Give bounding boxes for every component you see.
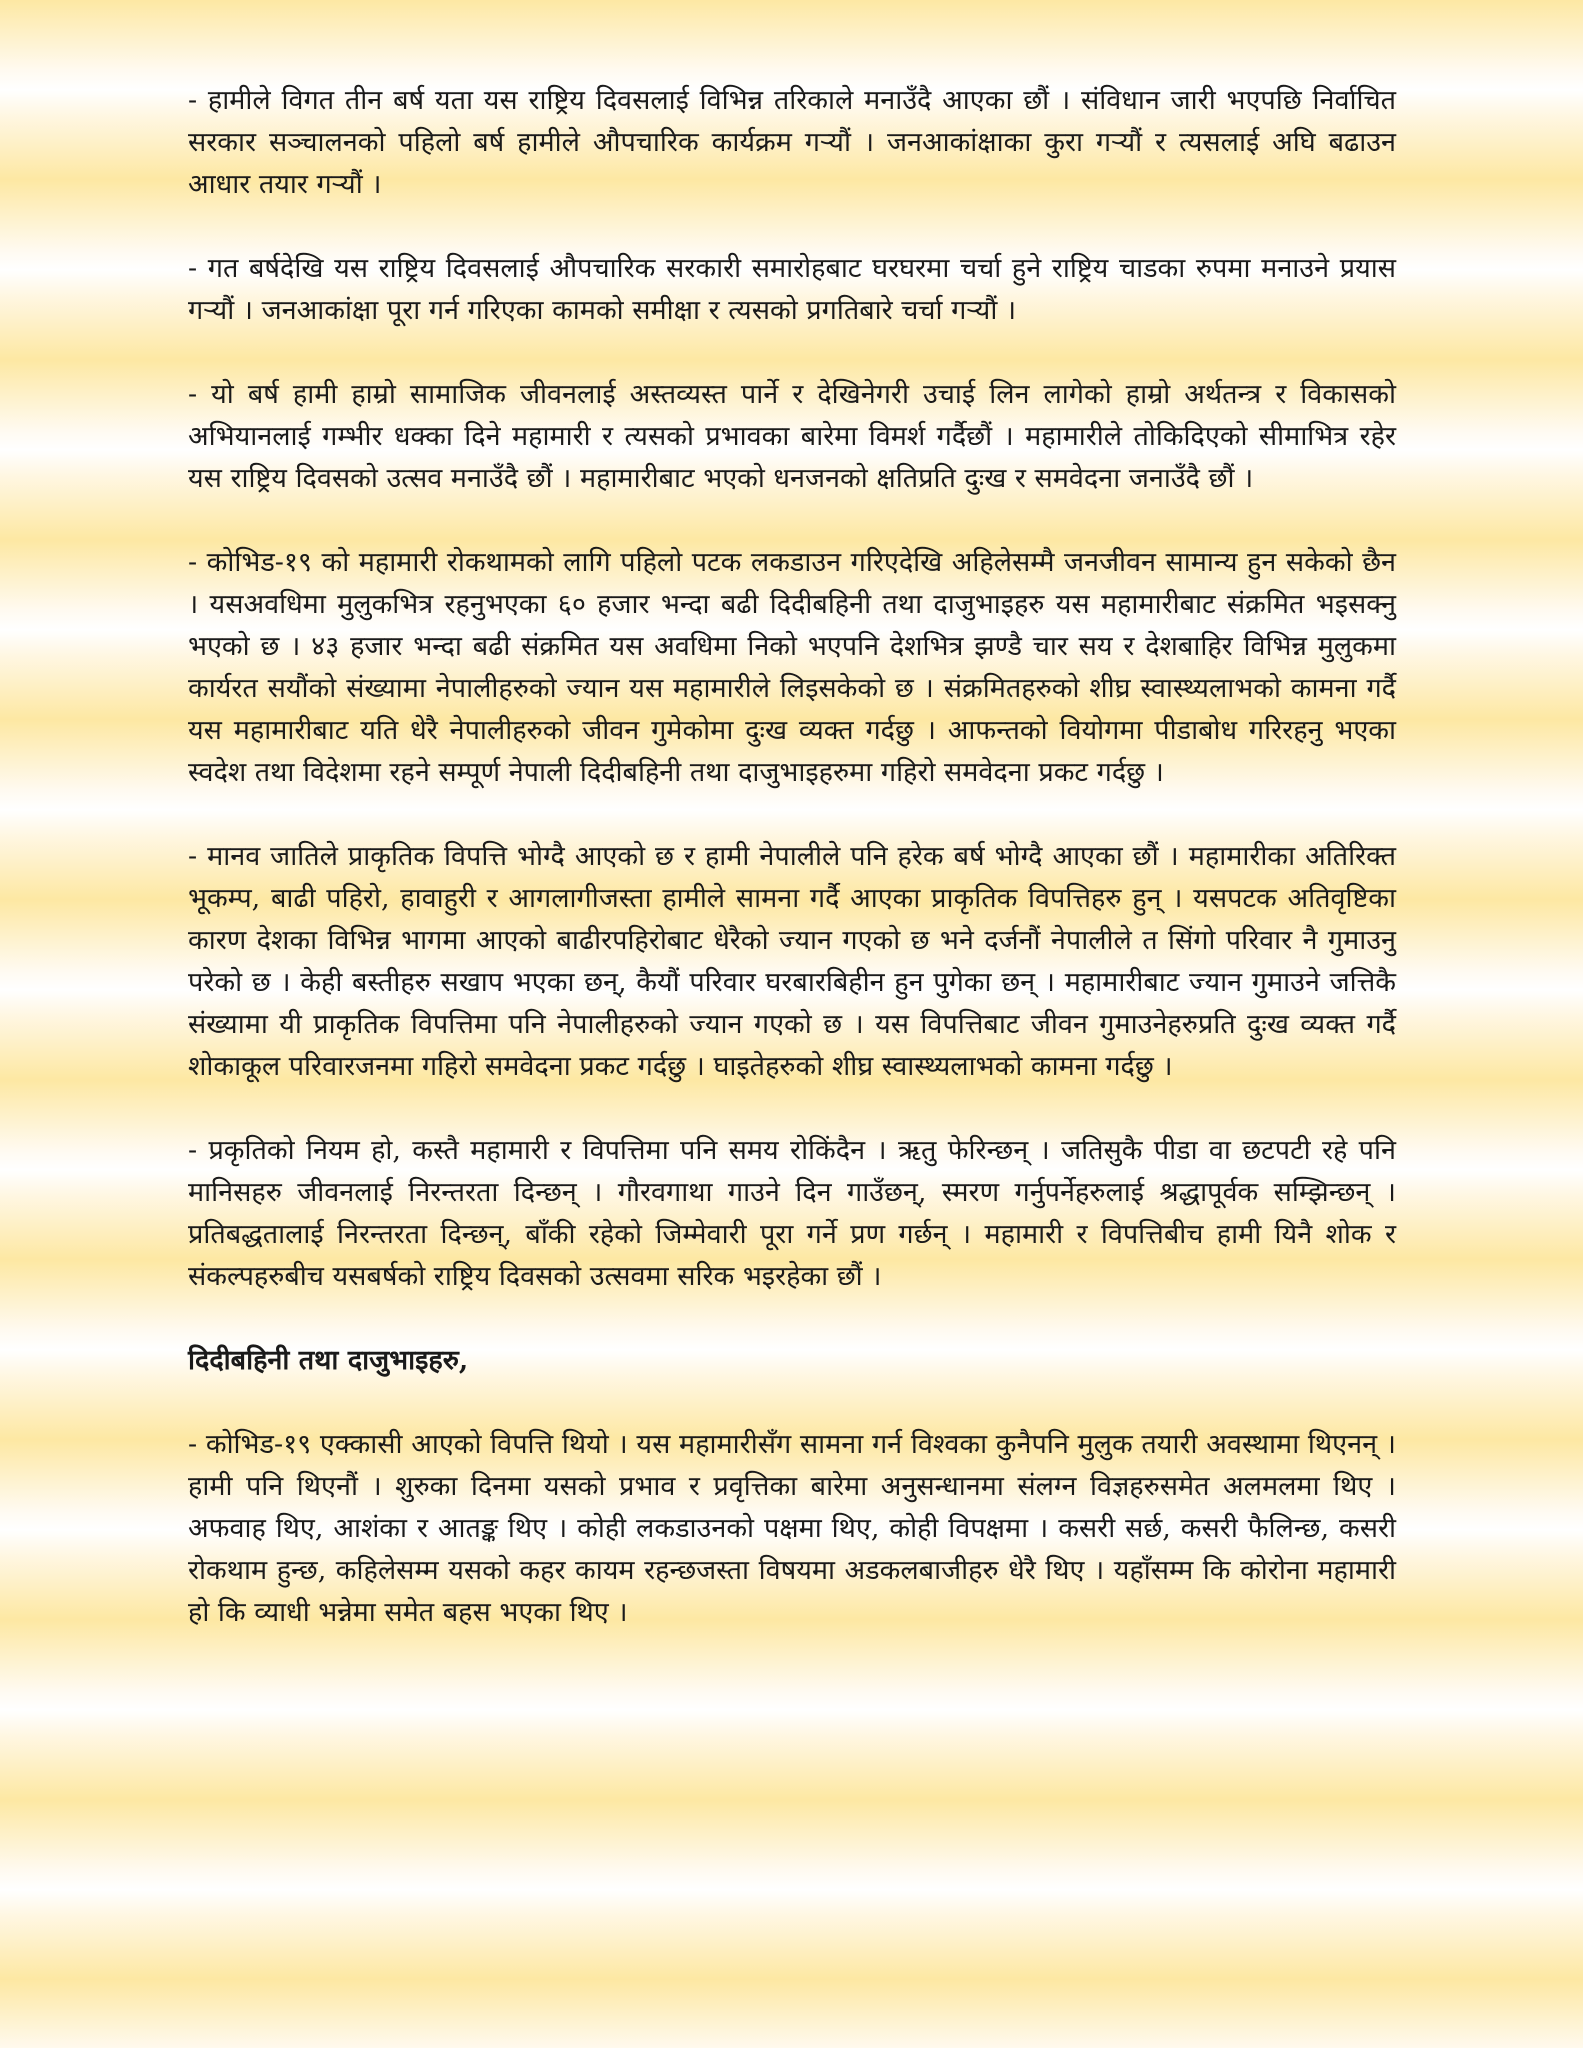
paragraph-5: - मानव जातिले प्राकृतिक विपत्ति भोग्दै आएको छ र हामी नेपालीले पनि हरेक बर्ष भोग्दै आएका छौं । महामारीका अतिरिक्त भूकम्प, बाढी पहिरो, हावाहुरी र आगलागीजस्ता हामीले सामना गर्दै आएका प्राकृतिक विपत्तिहरु हुन् । यसपटक अतिवृष्टिका कारण देशका विभिन्न भागमा आएको बाढीरपहिरोबाट धेरैको ज्यान गएको छ भने दर्जनौं नेपालीले त सिंगो परिवार नै गुमाउनु परेको छ । केही बस्तीहरु सखाप भएका छन्, कैयौं परिवार घरबारबिहीन हुन पुगेका छन् । महामारीबाट ज्यान गुमाउने जत्तिकै संख्यामा यी प्राकृतिक विपत्तिमा पनि नेपालीहरुको ज्यान गएको छ । यस विपत्तिबाट जीवन गुमाउनेहरुप्रति दुःख व्यक्त गर्दै शोकाकूल परिवारजनमा गहिरो समवेदना प्रकट गर्दछु । घाइतेहरुको शीघ्र स्वास्थ्यलाभको कामना गर्दछु । bbox=[188, 841, 1396, 1082]
section-heading: दिदीबहिनी तथा दाजुभाइहरु, bbox=[188, 1345, 469, 1376]
paragraph-7: - कोभिड-१९ एक्कासी आएको विपत्ति थियो । यस महामारीसँग सामना गर्न विश्वका कुनैपनि मुलुक तयारी अवस्थामा थिएनन् । हामी पनि थिएनौं । शुरुका दिनमा यसको प्रभाव र प्रवृत्तिका बारेमा अनुसन्धानमा संलग्न विज्ञहरुसमेत अलमलमा थिए । अफवाह थिए, आशंका र आतङ्क थिए । कोही लकडाउनको पक्षमा थिए, कोही विपक्षमा । कसरी सर्छ, कसरी फैलिन्छ, कसरी रोकथाम हुन्छ, कहिलेसम्म यसको कहर कायम रहन्छजस्ता विषयमा अडकलबाजीहरु धेरै थिए । यहाँसम्म कि कोरोना महामारी हो कि व्याधी भन्नेमा समेत बहस भएका थिए । bbox=[188, 1429, 1396, 1628]
paragraph-3: - यो बर्ष हामी हाम्रो सामाजिक जीवनलाई अस्तव्यस्त पार्ने र देखिनेगरी उचाई लिन लागेको हाम्रो अर्थतन्त्र र विकासको अभियानलाई गम्भीर धक्का दिने महामारी र त्यसको प्रभावका बारेमा विमर्श गर्दैछौं । महामारीले तोकिदिएको सीमाभित्र रहेर यस राष्ट्रिय दिवसको उत्सव मनाउँदै छौं । महामारीबाट भएको धनजनको क्षतिप्रति दुःख र समवेदना जनाउँदै छौं । bbox=[188, 379, 1396, 494]
paragraph-1: - हामीले विगत तीन बर्ष यता यस राष्ट्रिय दिवसलाई विभिन्न तरिकाले मनाउँदै आएका छौं । संविधान जारी भएपछि निर्वाचित सरकार सञ्चालनको पहिलो बर्ष हामीले औपचारिक कार्यक्रम गर्‍यौं । जनआकांक्षाका कुरा गर्‍यौं र त्यसलाई अघि बढाउन आधार तयार गर्‍यौं । bbox=[188, 85, 1396, 200]
paragraph-4: - कोभिड-१९ को महामारी रोकथामको लागि पहिलो पटक लकडाउन गरिएदेखि अहिलेसम्मै जनजीवन सामान्य हुन सकेको छैन । यसअवधिमा मुलुकभित्र रहनुभएका ६० हजार भन्दा बढी दिदीबहिनी तथा दाजुभाइहरु यस महामारीबाट संक्रमित भइसक्नु भएको छ । ४३ हजार भन्दा बढी संक्रमित यस अवधिमा निको भएपनि देशभित्र झण्डै चार सय र देशबाहिर विभिन्न मुलुकमा कार्यरत सयौंको संख्यामा नेपालीहरुको ज्यान यस महामारीले लिइसकेको छ । संक्रमितहरुको शीघ्र स्वास्थ्यलाभको कामना गर्दै यस महामारीबाट यति धेरै नेपालीहरुको जीवन गुमेकोमा दुःख व्यक्त गर्दछु । आफन्तको वियोगमा पीडाबोध गरिरहनु भएका स्वदेश तथा विदेशमा रहने सम्पूर्ण नेपाली दिदीबहिनी तथा दाजुभाइहरुमा गहिरो समवेदना प्रकट गर्दछु । bbox=[188, 547, 1396, 788]
paragraph-2: - गत बर्षदेखि यस राष्ट्रिय दिवसलाई औपचारिक सरकारी समारोहबाट घरघरमा चर्चा हुने राष्ट्रिय चाडका रुपमा मनाउने प्रयास गर्‍यौं । जनआकांक्षा पूरा गर्न गरिएका कामको समीक्षा र त्यसको प्रगतिबारे चर्चा गर्‍यौं । bbox=[188, 253, 1396, 326]
document-page bbox=[188, 80, 1396, 1676]
paragraph-6: - प्रकृतिको नियम हो, कस्तै महामारी र विपत्तिमा पनि समय रोकिंदैन । ऋतु फेरिन्छन् । जतिसुकै पीडा वा छटपटी रहे पनि मानिसहरु जीवनलाई निरन्तरता दिन्छन् । गौरवगाथा गाउने दिन गाउँछन्, स्मरण गर्नुपर्नेहरुलाई श्रद्धापूर्वक सम्झिन्छन् । प्रतिबद्धतालाई निरन्तरता दिन्छन्, बाँकी रहेको जिम्मेवारी पूरा गर्ने प्रण गर्छन् । महामारी र विपत्तिबीच हामी यिनै शोक र संकल्पहरुबीच यसबर्षको राष्ट्रिय दिवसको उत्सवमा सरिक भइरहेका छौं । bbox=[188, 1135, 1396, 1292]
